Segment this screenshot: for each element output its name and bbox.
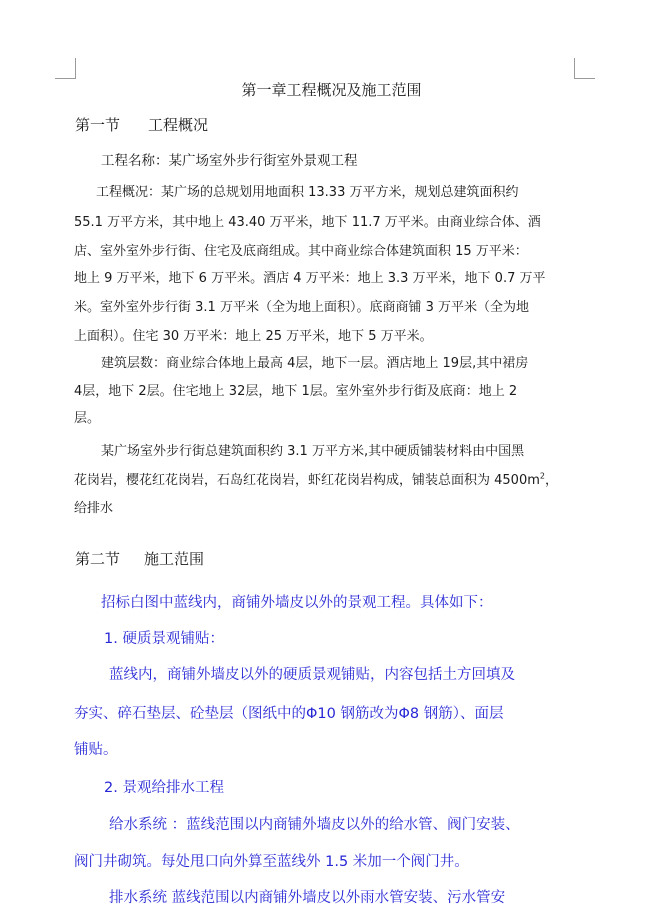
overview-line: 55.1 万平方米，其中地上 43.40 万平米，地下 11.7 万平米。由商业综合体、酒 bbox=[74, 215, 541, 230]
floors-line: 层。 bbox=[74, 411, 101, 426]
scope-intro: 招标白图中蓝线内，商铺外墙皮以外的景观工程。具体如下： bbox=[101, 595, 493, 611]
pavement-line bbox=[74, 469, 558, 488]
overview-line: 工程概况：某广场的总规划用地面积 13.33 万平方米，规划总建筑面积约 bbox=[96, 185, 519, 200]
crop-mark-top-left bbox=[55, 58, 76, 79]
pavement-line: 给排水 bbox=[74, 501, 114, 516]
overview-line: 米。室外室外步行街 3.1 万平米（全为地上面积）。底商商铺 3 万平米（全为地 bbox=[74, 300, 529, 315]
section1-title: 工程概况 bbox=[148, 116, 209, 134]
drainage-line: 排水系统 蓝线范围以内商铺外墙皮以外雨水管安装、污水管安 bbox=[109, 890, 506, 906]
section2-heading bbox=[75, 548, 204, 569]
section2-number: 第二节 bbox=[75, 550, 121, 568]
section2-title: 施工范围 bbox=[144, 550, 205, 568]
project-name: 工程名称：某广场室外步行街室外景观工程 bbox=[101, 153, 358, 169]
section1-heading bbox=[75, 114, 208, 135]
water-supply-line: 给水系统 ：蓝线范围以内商铺外墙皮以外的给水管、阀门安装、 bbox=[109, 817, 520, 833]
item1-line: 夯实、碎石垫层、砼垫层（图纸中的Φ10 钢筋改为Φ8 钢筋）、面层 bbox=[74, 706, 504, 722]
section1-number: 第一节 bbox=[75, 116, 121, 134]
area-unit-superscript: 2 bbox=[539, 471, 545, 481]
pavement-line-tail: ， bbox=[544, 473, 558, 488]
overview-line: 上面积）。住宅 30 万平米：地上 25 万平米，地下 5 万平米。 bbox=[74, 329, 433, 344]
floors-line: 4层，地下 2层。住宅地上 32层，地下 1层。室外室外步行街及底商：地上 2 bbox=[74, 384, 518, 399]
item1-line: 铺贴。 bbox=[74, 742, 118, 758]
overview-line: 地上 9 万平米，地下 6 万平米。酒店 4 万平米：地上 3.3 万平米，地下 0.7 万平 bbox=[74, 271, 546, 286]
item1-line: 蓝线内，商铺外墙皮以外的硬质景观铺贴，内容包括土方回填及 bbox=[109, 667, 515, 683]
floors-line: 建筑层数：商业综合体地上最高 4层，地下一层。酒店地上 19层,其中裙房 bbox=[101, 356, 529, 371]
item2-heading: 2. 景观给排水工程 bbox=[104, 780, 224, 796]
chapter-title: 第一章工程概况及施工范围 bbox=[241, 81, 422, 99]
water-supply-line: 阀门井砌筑。每处甩口向外算至蓝线外 1.5 米加一个阀门井。 bbox=[74, 854, 469, 870]
crop-mark-top-right bbox=[574, 58, 595, 79]
pavement-line: 某广场室外步行街总建筑面积约 3.1 万平方米,其中硬质铺装材料由中国黑 bbox=[101, 444, 525, 459]
pavement-line-text: 花岗岩，樱花红花岗岩，石岛红花岗岩，虾红花岗岩构成，铺装总面积为 4500m bbox=[74, 473, 540, 488]
overview-line: 店、室外室外步行街、住宅及底商组成。其中商业综合体建筑面积 15 万平米： bbox=[74, 244, 528, 259]
item1-heading: 1. 硬质景观铺贴： bbox=[104, 631, 224, 647]
